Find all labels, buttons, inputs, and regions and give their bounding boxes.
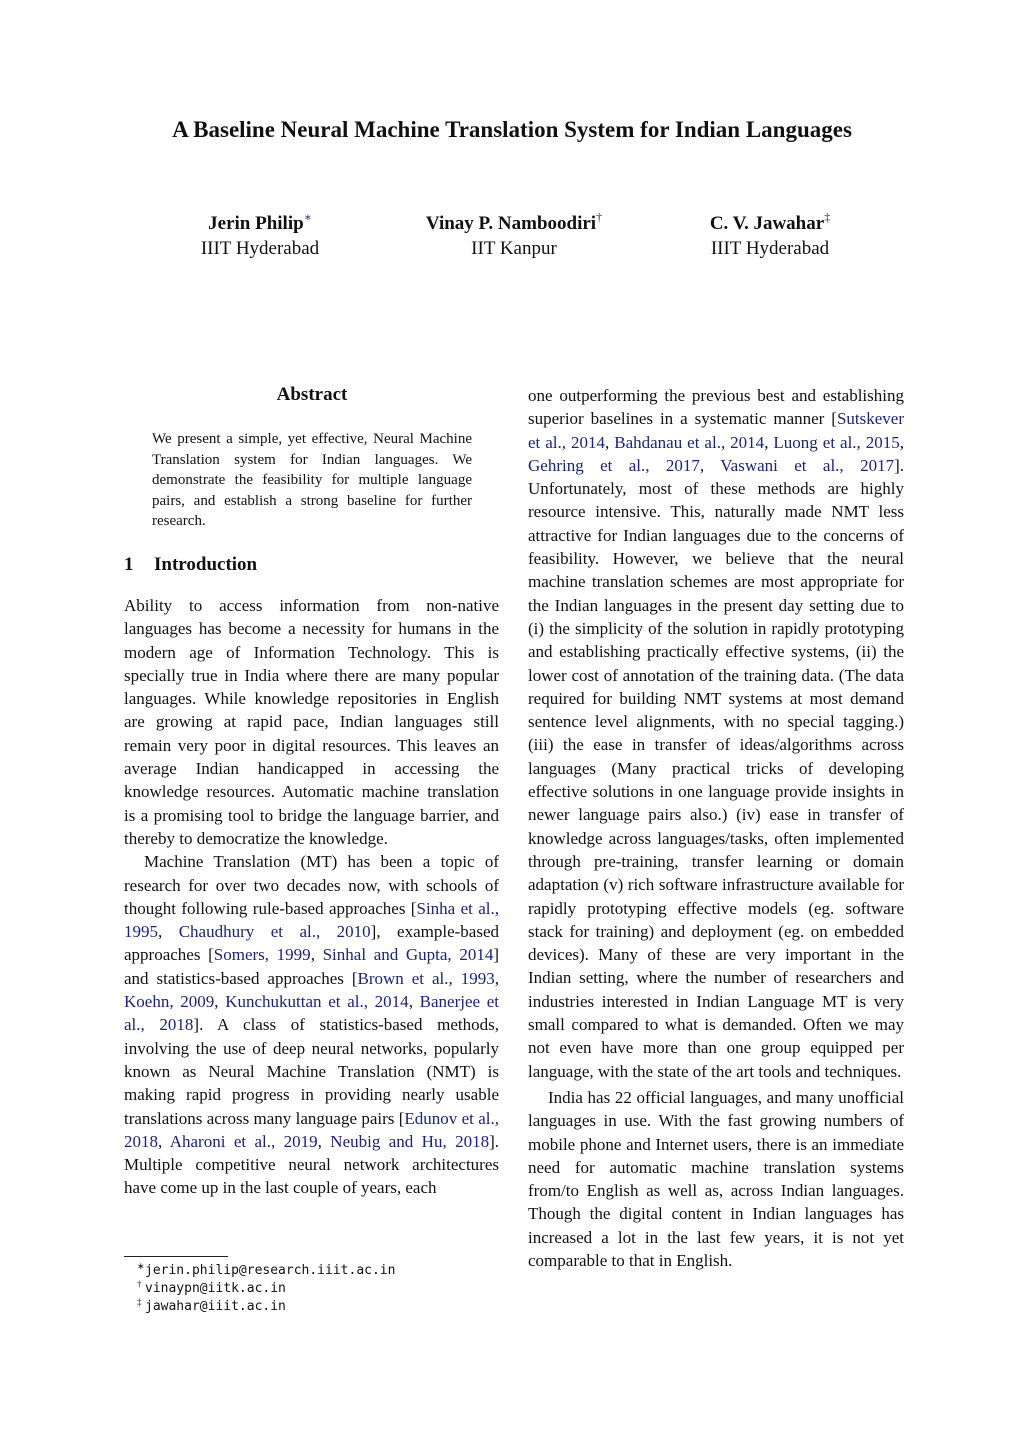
author-affiliation: IIT Kanpur — [471, 238, 557, 259]
footnote — [137, 1261, 396, 1280]
footnote — [137, 1297, 395, 1316]
paragraph: one outperforming the previous best and establishing superior baselines in a systematic manner [Sutskever et al., 2014, Bahdanau et al., 2014, Luong et al., 2015, Gehring et al., 2017, Vaswani et al., 2017]. Unfortunately, most of these methods are highly resource intensive. This, naturally made NMT less attractive for Indian languages due to the concerns of feasibility. However, we believe that the neural machine translation schemes are most appropriate for the Indian languages in the present day setting due to (i) the simplicity of the solution in rapidly prototyping and establishing practically effective systems, (ii) the lower cost of annotation of the training data. (The data required for building NMT systems at most demand sentence level alignments, with no special tagging.) (iii) the ease in transfer of ideas/algorithms across languages (Many practical tricks of developing effective solutions in one language provide insights in newer language pairs also.) (iv) ease in transfer of knowledge across languages/tasks, often implemented through pre-training, transfer learning or domain adaptation (v) rich software infrastructure available for rapidly prototyping effective models (eg. software stack for training) and deployment (eg. on embedded devices). Many of these are very important in the Indian setting, where the number of researchers and industries interested in Indian Language MT is very small compared to what is demanded. Often we may not even have more than one group equipped per language, with the state of the art tools and techniques. — [528, 386, 905, 1081]
footnote-mark: ∗ — [137, 1261, 145, 1271]
footnote-mark: † — [137, 1279, 142, 1289]
footnote-mark[interactable]: † — [596, 210, 603, 224]
abstract-text: We present a simple, yet effective, Neural Machine Translation system for Indian languages. We demonstrate the feasibility for multiple language pairs, and establish a strong baseline for further research. — [152, 431, 472, 529]
citation-link[interactable]: Brown et al., 1993 — [357, 968, 495, 988]
footnote-mark: ‡ — [137, 1297, 142, 1307]
citation-link[interactable]: Vaswani et al., 2017 — [720, 455, 895, 475]
author-name: Jerin Philip — [208, 213, 304, 234]
paragraph: India has 22 official languages, and many unofficial languages in use. With the fast growing numbers of mobile phone and Internet users, there is an immediate need for automatic machine translation systems from/to English as well as, across Indian languages. Though the digital content in Indian languages has increased a lot in the last few years, it is not yet comparable to that in English. — [528, 1087, 904, 1270]
citation-link[interactable]: Somers, 1999 — [213, 945, 311, 965]
citation-link[interactable]: Bahdanau et al., 2014 — [614, 432, 765, 452]
footnotes — [137, 1261, 396, 1316]
author-name: Vinay P. Namboodiri — [425, 213, 597, 234]
author-affiliation: IIIT Hyderabad — [200, 238, 320, 259]
paragraph: Ability to access information from non-native languages has become a necessity for humans in the modern age of Information Technology. This is specially true in India where there are many popular languages. While knowledge repositories in English are growing at rapid pace, Indian languages still remain very poor in digital resources. This leaves an average Indian handicapped in accessing the knowledge resources. Automatic machine translation is a promising tool to bridge the language barrier, and thereby to democratize the knowledge. — [124, 596, 499, 848]
citation-link[interactable]: Gehring et al., 2017 — [528, 455, 700, 475]
abstract-heading: Abstract — [276, 384, 348, 405]
footnote-mark[interactable]: ∗ — [303, 210, 312, 224]
citation-link[interactable]: Sutskever et al., 2014 — [528, 409, 904, 452]
left-column — [124, 594, 499, 1200]
paper-title: A Baseline Neural Machine Translation System for Indian Languages — [172, 117, 852, 142]
citation-link[interactable]: Neubig and Hu, 2018 — [330, 1131, 490, 1151]
author-1 — [160, 211, 360, 261]
footnote — [137, 1279, 395, 1298]
paragraph: Machine Translation (MT) has been a topic of research for over two decades now, with schools of thought following rule-based approaches [Sinha et al., 1995, Chaudhury et al., 2010], example-based approaches [Somers, 1999, Sinhal and Gupta, 2014] and statistics-based approaches [Brown et al., 1993, Koehn, 2009, Kunchukuttan et al., 2014, Banerjee et al., 2018]. A class of statistics-based methods, involving the use of deep neural networks, popularly known as Neural Machine Translation (NMT) is making rapid progress in providing nearly usable translations across many language pairs [Edunov et al., 2018, Aharoni et al., 2019, Neubig and Hu, 2018]. Multiple competitive neural network architectures have come up in the last couple of years, each — [124, 852, 500, 1198]
citation-link[interactable]: Koehn, 2009 — [124, 992, 215, 1012]
citation-link[interactable]: Kunchukuttan et al., 2014 — [225, 992, 409, 1012]
citation-link[interactable]: Banerjee et al., 2018 — [124, 992, 500, 1035]
section-title: Introduction — [154, 554, 258, 575]
author-3 — [670, 211, 870, 261]
footnote-mark[interactable]: ‡ — [824, 210, 831, 224]
citation-link[interactable]: Edunov et al., 2018 — [124, 1108, 499, 1151]
citation-link[interactable]: Sinha et al., 1995 — [124, 898, 499, 942]
author-affiliation: IIIT Hyderabad — [710, 238, 830, 259]
author-2 — [400, 211, 628, 261]
citation-link[interactable]: Sinhal and Gupta, 2014 — [322, 945, 494, 965]
citation-link[interactable]: Luong et al., 2015 — [773, 432, 900, 452]
footnote-email: jerin.philip@research.iiit.ac.in — [145, 1263, 396, 1278]
footnote-email: jawahar@iiit.ac.in — [145, 1299, 286, 1314]
author-name: C. V. Jawahar — [709, 213, 825, 234]
section-heading-introduction — [124, 554, 257, 576]
right-column — [528, 384, 904, 1272]
citation-link[interactable]: Chaudhury et al., 2010 — [178, 922, 371, 942]
footnote-email: vinaypn@iitk.ac.in — [145, 1281, 286, 1296]
section-number: 1 — [124, 554, 134, 575]
citation-link[interactable]: Aharoni et al., 2019 — [169, 1131, 318, 1151]
